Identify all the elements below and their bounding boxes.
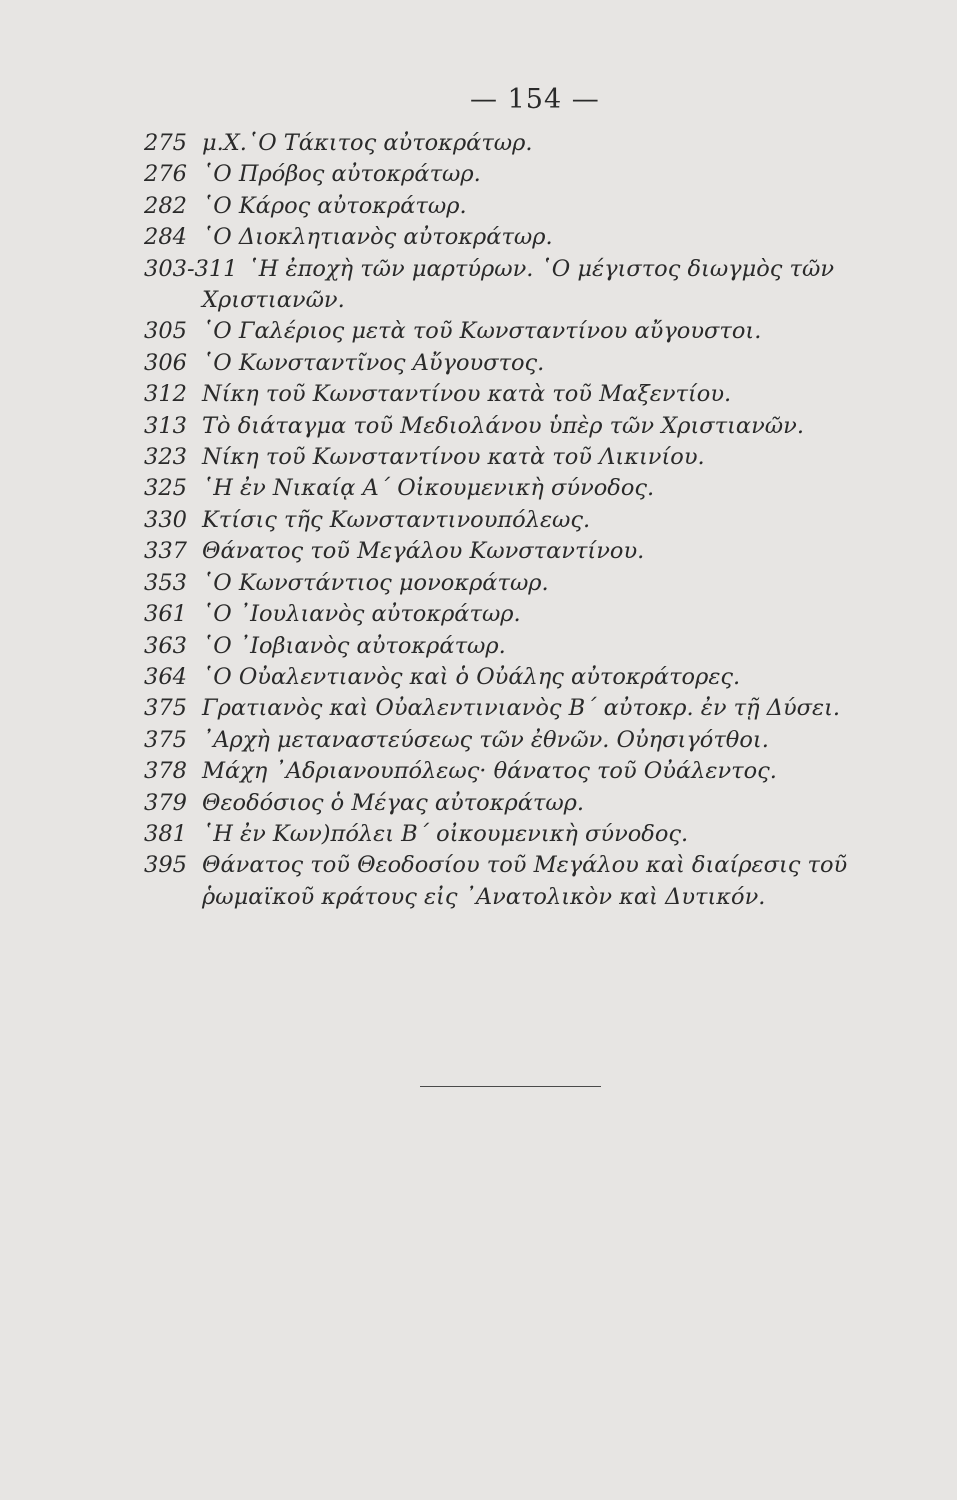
entry-year: 337 <box>144 538 187 565</box>
chronology-entry <box>144 411 934 442</box>
entry-text-continuation: Χριστιανῶν. <box>202 287 345 314</box>
chronology-entry <box>144 568 934 599</box>
entry-text: Θάνατος τοῦ Μεγάλου Κωνσταντίνου. <box>202 538 645 565</box>
entry-year: 364 <box>144 663 187 690</box>
entry-year: 395 <box>144 852 187 879</box>
chronology-entry <box>144 599 934 630</box>
entry-text: ῾Ο Πρόβος αὐτοκράτωρ. <box>202 161 481 188</box>
page-number: — 154 — <box>470 84 600 115</box>
entry-text: Κτίσις τῆς Κωνσταντινουπόλεως. <box>202 506 591 533</box>
entry-text: μ.Χ.῾Ο Τάκιτος αὐτοκράτωρ. <box>202 130 533 156</box>
entry-year: 375 <box>144 695 187 722</box>
chronology-entry <box>144 128 934 159</box>
chronology-entry <box>144 254 934 285</box>
entry-text: Νίκη τοῦ Κωνσταντίνου κατὰ τοῦ Μαξεντίου. <box>202 381 732 408</box>
entry-text: ῾Ο ᾿Ιοβιανὸς αὐτοκράτωρ. <box>202 632 506 659</box>
chronology-entry <box>144 505 934 536</box>
chronology-entry <box>144 473 934 504</box>
chronology-entry <box>144 536 934 567</box>
entry-year: 330 <box>144 506 187 533</box>
entry-text: Μάχη ᾿Αδριανουπόλεως· θάνατος τοῦ Οὐάλεντος. <box>202 758 777 785</box>
entry-text: ῾Ο Κάρος αὐτοκράτωρ. <box>202 192 467 219</box>
entry-text: ῾Η ἐν Κων)πόλει Β΄ οἰκουμενικὴ σύνοδος. <box>202 820 689 847</box>
entry-text: ᾿Αρχὴ μεταναστεύσεως τῶν ἐθνῶν. Οὐησιγότθοι. <box>202 726 769 753</box>
chronology-entry <box>144 631 934 662</box>
entry-year: 275 <box>144 130 187 156</box>
entry-year: 282 <box>144 192 187 219</box>
chronology-entry <box>144 191 934 222</box>
chronology-list <box>144 128 934 913</box>
chronology-entry <box>144 316 934 347</box>
entry-year: 378 <box>144 758 187 785</box>
entry-year: 313 <box>144 412 187 439</box>
entry-year: 303-311 <box>144 255 238 282</box>
chronology-entry-continuation <box>144 285 934 316</box>
entry-text: ῾Ο Κωνστάντιος μονοκράτωρ. <box>202 569 549 596</box>
entry-text: Τὸ διάταγμα τοῦ Μεδιολάνου ὑπὲρ τῶν Χριστιανῶν. <box>202 412 804 439</box>
entry-year: 375 <box>144 726 187 753</box>
entry-year: 361 <box>144 601 187 628</box>
entry-year: 306 <box>144 349 187 376</box>
chronology-entry <box>144 725 934 756</box>
chronology-entry <box>144 788 934 819</box>
entry-year: 284 <box>144 224 187 251</box>
entry-text: ῾Ο ᾿Ιουλιανὸς αὐτοκράτωρ. <box>202 601 521 628</box>
entry-year: 276 <box>144 161 187 188</box>
chronology-entry <box>144 756 934 787</box>
chronology-entry <box>144 693 934 724</box>
chronology-entry-continuation <box>144 882 934 913</box>
chronology-entry <box>144 850 934 881</box>
chronology-entry <box>144 159 934 190</box>
section-divider <box>420 1086 601 1087</box>
entry-text-continuation: ῥωμαϊκοῦ κράτους εἰς ᾿Ανατολικὸν καὶ Δυτικόν. <box>202 883 766 910</box>
entry-year: 325 <box>144 475 187 502</box>
entry-year: 353 <box>144 569 187 596</box>
entry-year: 363 <box>144 632 187 659</box>
entry-text: Γρατιανὸς καὶ Οὐαλεντινιανὸς Β΄ αὐτοκρ. ἐν τῇ Δύσει. <box>202 695 841 722</box>
entry-text: Νίκη τοῦ Κωνσταντίνου κατὰ τοῦ Λικινίου. <box>202 444 705 471</box>
chronology-entry <box>144 442 934 473</box>
chronology-entry <box>144 348 934 379</box>
chronology-entry <box>144 222 934 253</box>
entry-text: ῾Ο Οὐαλεντιανὸς καὶ ὁ Οὐάλης αὐτοκράτορες. <box>202 663 741 690</box>
entry-year: 381 <box>144 820 187 847</box>
entry-text: ῾Η ἐν Νικαίᾳ Α΄ Οἰκουμενικὴ σύνοδος. <box>202 475 655 502</box>
chronology-entry <box>144 819 934 850</box>
entry-text: Θάνατος τοῦ Θεοδοσίου τοῦ Μεγάλου καὶ διαίρεσις τοῦ <box>202 852 848 879</box>
entry-year: 305 <box>144 318 187 345</box>
chronology-entry <box>144 379 934 410</box>
chronology-entry <box>144 662 934 693</box>
entry-year: 312 <box>144 381 187 408</box>
entry-text: ῾Η ἐποχὴ τῶν μαρτύρων. ῾Ο μέγιστος διωγμὸς τῶν <box>247 255 835 282</box>
entry-text: ῾Ο Κωνσταντῖνος Αὔγουστος. <box>202 349 545 376</box>
entry-text: ῾Ο Διοκλητιανὸς αὐτοκράτωρ. <box>202 224 553 251</box>
entry-text: Θεοδόσιος ὁ Μέγας αὐτοκράτωρ. <box>202 789 585 816</box>
entry-text: ῾Ο Γαλέριος μετὰ τοῦ Κωνσταντίνου αὔγουστοι. <box>202 318 762 345</box>
entry-year: 323 <box>144 444 187 471</box>
entry-year: 379 <box>144 789 187 816</box>
